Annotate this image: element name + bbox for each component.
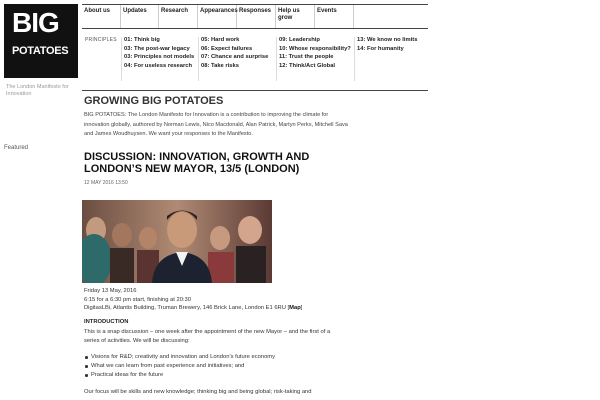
introduction-heading: INTRODUCTION — [84, 319, 129, 325]
focus-text: Our focus will be skills and new knowledge; thinking big and being global; risk-taking and — [84, 389, 312, 395]
venue-bracket: ] — [300, 305, 303, 312]
post-title[interactable]: DISCUSSION: INNOVATION, GROWTH AND LONDON’S NEW MAYOR, 13/5 (LONDON) — [84, 151, 310, 175]
principles-label: PRINCIPLES — [85, 37, 117, 43]
principle-link[interactable]: 14: For humanity — [357, 45, 404, 52]
main-nav — [82, 4, 428, 29]
principles-column-4 — [354, 37, 430, 81]
principle-link[interactable]: 04: For useless research — [124, 62, 192, 69]
discussion-topics — [84, 353, 275, 380]
nav-events[interactable]: Events — [315, 5, 354, 28]
introduction-text: This is a snap discussion – one week after the appointment of the new Mayor – and the first of a series of activities. We will be discussing: — [84, 329, 331, 344]
map-link[interactable]: Map — [289, 305, 301, 312]
event-date: Friday 13 May, 2016 — [84, 288, 137, 294]
logo-text-big: BIG — [12, 7, 59, 38]
list-item: What we can learn from past experience and initiatives; and — [84, 362, 275, 371]
nav-updates[interactable]: Updates — [121, 5, 159, 28]
principles-column-1 — [121, 37, 197, 81]
principle-link[interactable]: 12: Think/Act Global — [279, 62, 336, 69]
event-crowd-image — [82, 200, 272, 283]
post-date: 12 MAY 2016 13:50 — [84, 180, 128, 186]
featured-label: Featured — [4, 145, 29, 151]
principle-link[interactable]: 07: Chance and surprise — [201, 54, 269, 60]
logo-text-potatoes: POTATOES — [12, 45, 69, 57]
site-heading: GROWING BIG POTATOES — [84, 95, 224, 107]
list-item: Practical ideas for the future — [84, 371, 275, 380]
principle-link[interactable]: 13: We know no limits — [357, 37, 418, 43]
nav-appearances[interactable]: Appearances — [198, 5, 237, 28]
event-venue: DigitasLBi, Atlantis Building, Truman Brewery, 146 Brick Lane, London E1 6RU [ — [84, 305, 290, 312]
event-venue-line — [84, 304, 302, 313]
principle-link[interactable]: 06: Expect failures — [201, 45, 253, 52]
principle-link[interactable]: 03: The post-war legacy — [124, 45, 190, 52]
principle-link[interactable]: 05: Hard work — [201, 37, 240, 43]
list-item: Visions for R&D; creativity and innovation and London's future economy — [84, 353, 275, 362]
principle-link[interactable]: 11: Trust the people — [279, 54, 334, 60]
nav-research[interactable]: Research — [159, 5, 198, 28]
header-divider — [82, 90, 428, 91]
principle-link[interactable]: 03: Principles not models — [124, 54, 195, 60]
principles-column-2 — [198, 37, 275, 81]
site-logo[interactable] — [4, 4, 78, 78]
event-time: 6:15 for a 6:30 pm start, finishing at 20:30 — [84, 296, 191, 303]
principle-link[interactable]: 01: Think big — [124, 37, 160, 43]
nav-about-us[interactable]: About us — [82, 5, 121, 28]
principle-link[interactable]: 08: Take risks — [201, 62, 239, 69]
principle-link[interactable]: 09: Leadership — [279, 37, 320, 43]
nav-responses[interactable]: Responses — [237, 5, 276, 28]
site-intro: BIG POTATOES: The London Manifesto for Innovation is a contribution to improving the climate for innovation globally, authored by Norman Lewis, Nico Macdonald, Alan Patrick, Martyn Perks, Mitchell Sava and James Woudhuysen. We want your responses to the Manifesto. — [84, 112, 348, 137]
nav-help-us-grow[interactable]: Help us grow — [276, 5, 315, 28]
post-photo — [82, 200, 272, 283]
principles-column-3 — [276, 37, 353, 81]
event-details — [84, 287, 302, 313]
principle-link[interactable]: 10: Whose responsibility? — [279, 45, 351, 52]
site-tagline: The London Manifesto for Innovation — [6, 84, 69, 97]
